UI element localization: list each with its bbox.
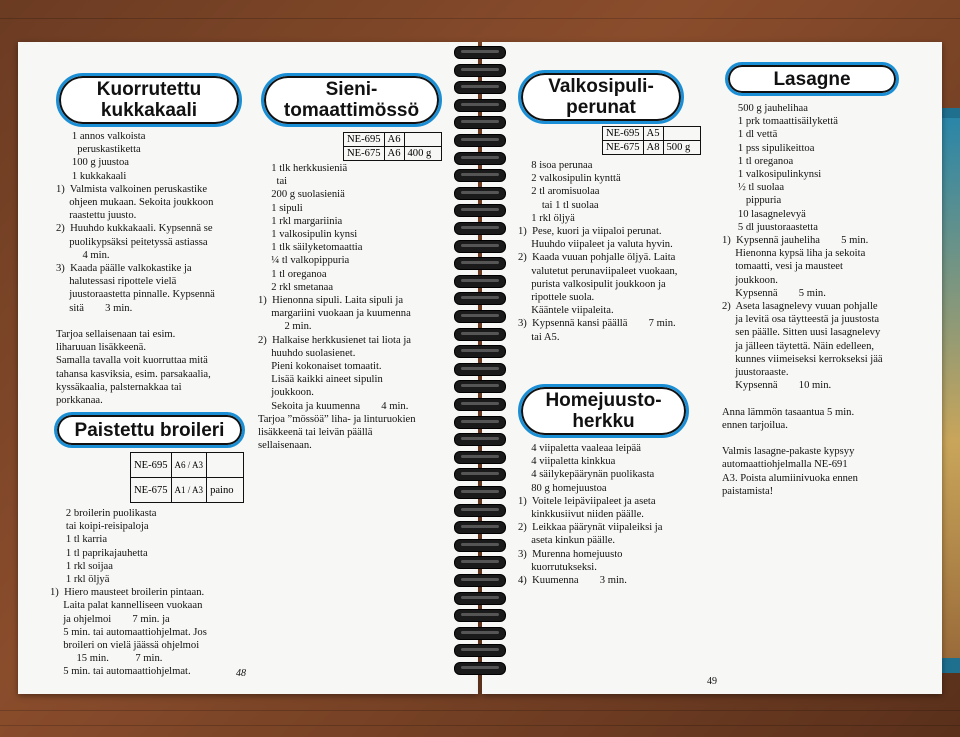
- text-line: Sekoita ja kuumenna 4 min.: [258, 400, 409, 412]
- spec-table-valkosipuli: NE-695 A5 NE-675 A8 500 g: [602, 126, 701, 155]
- text-line: Lisää kaikki aineet sipulin: [258, 374, 383, 386]
- spiral-coil: [454, 116, 506, 129]
- text-line: 5 dl juustoraastetta: [722, 221, 818, 233]
- title-text: Paistettu broileri: [74, 419, 225, 441]
- spiral-coil: [454, 134, 506, 147]
- spiral-coil: [454, 187, 506, 200]
- text-line: broileri on vielä jäässä ohjelmoi: [50, 640, 200, 652]
- text-line: Valmis lasagne-pakaste kypsyy: [722, 446, 855, 458]
- recipe-broileri-body: [50, 507, 290, 679]
- text-line: peruskastiketta: [56, 144, 141, 156]
- text-line: ½ tl suolaa: [722, 182, 785, 194]
- recipe-homejuusto-body: [518, 442, 738, 587]
- page-right: [482, 42, 942, 694]
- text-line: 1) Pese, kuori ja viipaloi perunat.: [518, 226, 662, 238]
- text-line: 1 rkl soijaa: [50, 560, 113, 572]
- spiral-coil: [454, 662, 506, 675]
- spiral-coil: [454, 99, 506, 112]
- title-kuorrutettu-kukkakaali: [56, 73, 242, 127]
- text-line: automaattiohjelmalla NE-691: [722, 459, 848, 471]
- text-line: ¼ tl valkopippuria: [258, 255, 350, 267]
- text-line: [722, 432, 937, 445]
- text-line: 1 tl paprikajauhetta: [50, 547, 148, 559]
- spiral-coil: [454, 292, 506, 305]
- text-line: 1 tlk herkkusieniä: [258, 163, 348, 174]
- text-line: Pieni kokonaiset tomaatit.: [258, 361, 382, 373]
- text-line: kuorrutukseksi.: [518, 561, 597, 573]
- spiral-coil: [454, 363, 506, 376]
- spiral-coil: [454, 398, 506, 411]
- spiral-coil: [454, 380, 506, 393]
- title-lasagne: [725, 62, 899, 96]
- text-line: kinkkusiivut niiden päälle.: [518, 509, 644, 521]
- text-line: 1 sipuli: [258, 202, 303, 214]
- spiral-coil: [454, 345, 506, 358]
- text-line: A3. Poista alumiinivuoka ennen: [722, 472, 858, 484]
- text-line: 4 säilykepäärynän puolikasta: [518, 469, 655, 481]
- spiral-coil: [454, 152, 506, 165]
- text-line: 10 lasagnelevyä: [722, 208, 806, 220]
- text-line: Kypsennä 10 min.: [722, 380, 832, 392]
- title-text: Lasagne: [773, 68, 851, 90]
- text-line: pippuria: [722, 195, 782, 207]
- text-line: 1 rkl öljyä: [518, 212, 575, 224]
- text-line: aseta kinkun päälle.: [518, 535, 616, 547]
- title-sieni-tomaattimosso: [261, 73, 442, 127]
- spiral-coil: [454, 257, 506, 270]
- spiral-coil: [454, 416, 506, 429]
- spiral-coil: [454, 169, 506, 182]
- spiral-coil: [454, 64, 506, 77]
- text-line: juustoraaste.: [722, 367, 789, 379]
- text-line: 1 pss sipulikeittoa: [722, 142, 815, 154]
- text-line: kunnes viimeiseksi kerrokseksi jää: [722, 353, 883, 365]
- spiral-coil: [454, 222, 506, 235]
- text-line: 1 tl oreganoa: [258, 268, 327, 280]
- spiral-coil: [454, 556, 506, 569]
- spiral-coil: [454, 486, 506, 499]
- spiral-coil: [454, 81, 506, 94]
- text-line: sen päälle. Sitten uusi lasagnelevy: [722, 327, 881, 339]
- text-line: ripottele suola.: [518, 292, 595, 304]
- text-line: 1) Kypsennä jauheliha 5 min.: [722, 235, 869, 247]
- spiral-coil: [454, 539, 506, 552]
- title-valkosipuliperunat: [518, 70, 684, 124]
- title-text: Valkosipuli- perunat: [548, 76, 654, 118]
- text-line: ohjeen mukaan. Sekoita joukkoon: [56, 197, 214, 209]
- text-line: [722, 392, 937, 405]
- text-line: 2) Huuhdo kukkakaali. Kypsennä se: [56, 223, 213, 235]
- text-line: margariini vuokaan ja kuumenna: [258, 308, 411, 320]
- spiral-coil: [454, 240, 506, 253]
- text-line: 2) Kaada vuuan pohjalle öljyä. Laita: [518, 252, 676, 264]
- text-line: 2) Leikkaa päärynät viipaleiksi ja: [518, 522, 663, 534]
- recipe-valkosipuli-body: [518, 159, 738, 344]
- text-line: tai A5.: [518, 331, 560, 343]
- text-line: 4 viipaletta kinkkua: [518, 456, 616, 468]
- text-line: ja ohjelmoi 7 min. ja: [50, 613, 170, 625]
- text-line: 1 rkl margariinia: [258, 215, 343, 227]
- text-line: purista valkosipulit joukkoon ja: [518, 278, 666, 290]
- text-line: liharuuan lisäkkeenä.: [56, 342, 147, 354]
- text-line: 1 rkl öljyä: [50, 574, 110, 586]
- spiral-coil: [454, 204, 506, 217]
- text-line: 100 g juustoa: [56, 157, 129, 169]
- text-line: 5 min. tai automaattiohjelmat. Jos: [50, 626, 207, 638]
- spiral-coil: [454, 451, 506, 464]
- text-line: Kypsennä 5 min.: [722, 287, 826, 299]
- text-line: [56, 315, 271, 328]
- text-line: Hienonna kypsä liha ja sekoita: [722, 248, 866, 260]
- text-line: sellaisenaan.: [258, 440, 312, 452]
- text-line: 2) Halkaise herkkusienet tai liota ja: [258, 334, 411, 346]
- spiral-coil: [454, 504, 506, 517]
- text-line: lisäkkeenä tai leivän päällä: [258, 427, 373, 439]
- text-line: 1 valkosipulin kynsi: [258, 229, 358, 241]
- text-line: Anna lämmön tasaantua 5 min.: [722, 406, 855, 418]
- spiral-coil: [454, 468, 506, 481]
- text-line: 1 kukkakaali: [56, 170, 127, 182]
- text-line: Huuhdo viipaleet ja valuta hyvin.: [518, 239, 673, 251]
- text-line: tai 1 tl suolaa: [518, 199, 599, 211]
- spiral-coil: [454, 433, 506, 446]
- text-line: 3) Kypsennä kansi päällä 7 min.: [518, 318, 676, 330]
- spiral-coil: [454, 46, 506, 59]
- text-line: 2 tl aromisuolaa: [518, 186, 600, 198]
- text-line: 1 valkosipulinkynsi: [722, 169, 822, 181]
- text-line: 4) Kuumenna 3 min.: [518, 575, 627, 587]
- text-line: 2 rkl smetanaa: [258, 281, 334, 293]
- text-line: 1) Valmista valkoinen peruskastike: [56, 183, 208, 195]
- text-line: 1 tlk säilyketomaattia: [258, 242, 363, 254]
- text-line: 1 prk tomaattisäilykettä: [722, 116, 838, 128]
- title-paistettu-broileri: [54, 412, 245, 448]
- text-line: 1 dl vettä: [722, 129, 778, 141]
- title-text: Homejuusto- herkku: [545, 390, 662, 432]
- text-line: 500 g jauhelihaa: [722, 103, 808, 114]
- text-line: 2) Aseta lasagnelevy vuuan pohjalle: [722, 301, 878, 313]
- text-line: 80 g homejuustoa: [518, 482, 607, 494]
- text-line: 2 min.: [258, 321, 312, 333]
- text-line: porkkanaa.: [56, 395, 103, 407]
- text-line: 3) Kaada päälle valkokastike ja: [56, 263, 192, 275]
- text-line: joukkoon.: [722, 274, 778, 286]
- spec-table-broileri: NE-695 A6 / A3 NE-675 A1 / A3 paino: [130, 452, 244, 503]
- spiral-coil: [454, 609, 506, 622]
- recipe-kuorrutettu-body: [56, 130, 271, 407]
- text-line: tomaatti, vesi ja mausteet: [722, 261, 843, 273]
- text-line: huuhdo suolasienet.: [258, 347, 356, 359]
- text-line: ennen tarjoilua.: [722, 419, 788, 431]
- spiral-coil: [454, 644, 506, 657]
- text-line: 1 tl karria: [50, 534, 108, 546]
- text-line: juustoraastetta pinnalle. Kypsennä: [56, 289, 215, 301]
- text-line: 4 viipaletta vaaleaa leipää: [518, 443, 641, 454]
- text-line: raastettu juusto.: [56, 210, 137, 222]
- spiral-coil: [454, 592, 506, 605]
- spiral-binding: [454, 46, 504, 686]
- text-line: 1) Hienonna sipuli. Laita sipuli ja: [258, 295, 404, 307]
- title-text: Sieni- tomaattimössö: [283, 79, 420, 121]
- text-line: ja jälleen täytettä. Näin edelleen,: [722, 340, 875, 352]
- title-text: Kuorrutettu kukkakaali: [96, 79, 202, 121]
- text-line: Tarjoa sellaisenaan tai esim.: [56, 329, 176, 341]
- text-line: halutessasi ripottele vielä: [56, 276, 177, 288]
- spiral-coil: [454, 275, 506, 288]
- text-line: 5 min. tai automaattiohjelmat.: [50, 666, 191, 678]
- text-line: 1) Hiero mausteet broilerin pintaan.: [50, 587, 205, 599]
- spiral-coil: [454, 521, 506, 534]
- text-line: 1 tl oreganoa: [722, 155, 794, 167]
- spiral-coil: [454, 574, 506, 587]
- text-line: 4 min.: [56, 249, 110, 261]
- text-line: 2 valkosipulin kynttä: [518, 173, 621, 185]
- page-number-left: 48: [236, 668, 246, 679]
- spiral-coil: [454, 627, 506, 640]
- page-number-right: 49: [707, 676, 717, 687]
- title-homejuustoherkku: [518, 384, 689, 438]
- text-line: paistamista!: [722, 485, 774, 497]
- text-line: tahansa kasviksia, esim. parsakaalia,: [56, 368, 211, 380]
- page-left: [18, 42, 478, 694]
- background-book-cover: [940, 118, 960, 658]
- text-line: joukkoon.: [258, 387, 314, 399]
- text-line: sitä 3 min.: [56, 302, 133, 314]
- text-line: ja levitä osa täytteestä ja juustosta: [722, 314, 880, 326]
- text-line: 3) Murenna homejuusto: [518, 548, 623, 560]
- text-line: Laita palat kannelliseen vuokaan: [50, 600, 203, 612]
- text-line: 15 min. 7 min.: [50, 653, 163, 665]
- recipe-sieni-body: [258, 162, 473, 452]
- text-line: Kääntele viipaleita.: [518, 305, 614, 317]
- text-line: tai koipi-reisipaloja: [50, 521, 149, 533]
- recipe-lasagne-body: [722, 102, 937, 498]
- text-line: 1 annos valkoista: [56, 131, 146, 142]
- text-line: tai: [258, 176, 288, 188]
- text-line: Tarjoa ”mössöä” liha- ja linturuokien: [258, 413, 416, 425]
- text-line: 8 isoa perunaa: [518, 160, 593, 171]
- text-line: puolikypsäksi peitetyssä astiassa: [56, 236, 208, 248]
- spec-table-sieni: NE-695 A6 NE-675 A6 400 g: [343, 132, 442, 161]
- spiral-coil: [454, 310, 506, 323]
- text-line: Samalla tavalla voit kuorruttaa mitä: [56, 355, 208, 367]
- text-line: kyssäkaalia, palsternakkaa tai: [56, 381, 182, 393]
- text-line: 200 g suolasieniä: [258, 189, 345, 201]
- text-line: valutetut perunaviipaleet vuokaan,: [518, 265, 678, 277]
- spiral-coil: [454, 328, 506, 341]
- text-line: 1) Voitele leipäviipaleet ja aseta: [518, 495, 656, 507]
- text-line: 2 broilerin puolikasta: [50, 508, 157, 519]
